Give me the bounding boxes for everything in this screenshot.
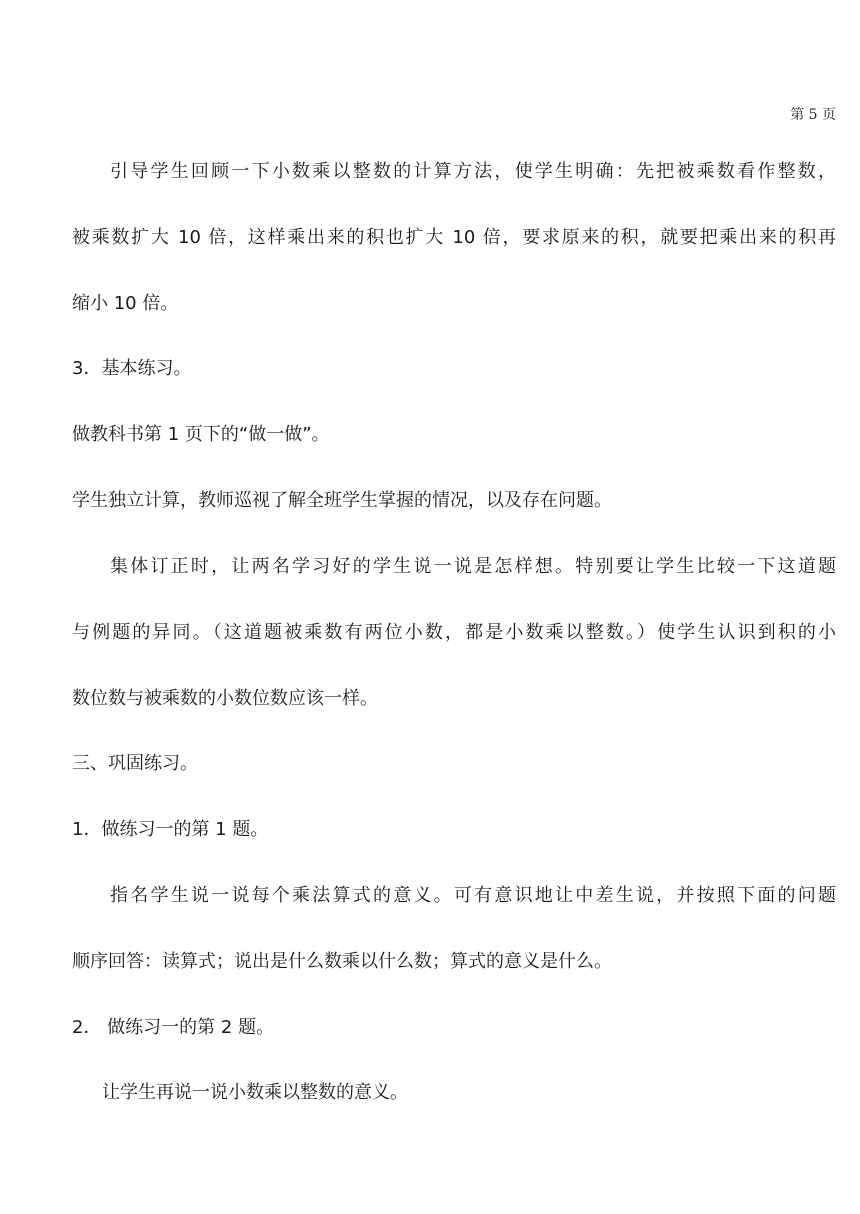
section-heading: 三、巩固练习。 xyxy=(72,753,198,774)
text-line: 引导学生回顾一下小数乘以整数的计算方法，使学生明确：先把被乘数看作整数， xyxy=(110,161,836,182)
page-number: 第 5 页 xyxy=(790,107,836,123)
text-line: 缩小 10 倍。 xyxy=(72,293,179,314)
text-line: 集体订正时，让两名学习好的学生说一说是怎样想。特别要让学生比较一下这道题 xyxy=(110,556,836,577)
section-heading: 3．基本练习。 xyxy=(72,358,192,379)
text-line: 让学生再说一说小数乘以整数的意义。 xyxy=(102,1082,408,1103)
text-line: 与例题的异同。（这道题被乘数有两位小数，都是小数乘以整数。）使学生认识到积的小 xyxy=(72,622,836,643)
text-line: 指名学生说一说每个乘法算式的意义。可有意识地让中差生说，并按照下面的问题 xyxy=(110,885,836,906)
text-line: 学生独立计算，教师巡视了解全班学生掌握的情况，以及存在问题。 xyxy=(72,490,612,511)
text-line: 被乘数扩大 10 倍，这样乘出来的积也扩大 10 倍，要求原来的积，就要把乘出来的积再 xyxy=(72,227,836,248)
section-heading: 2． 做练习一的第 2 题。 xyxy=(72,1017,275,1038)
text-line: 顺序回答：读算式；说出是什么数乘以什么数；算式的意义是什么。 xyxy=(72,951,612,972)
text-line: 数位数与被乘数的小数位数应该一样。 xyxy=(72,688,378,709)
section-heading: 1．做练习一的第 1 题。 xyxy=(72,819,269,840)
text-line: 做教科书第 1 页下的“做一做”。 xyxy=(72,424,330,445)
